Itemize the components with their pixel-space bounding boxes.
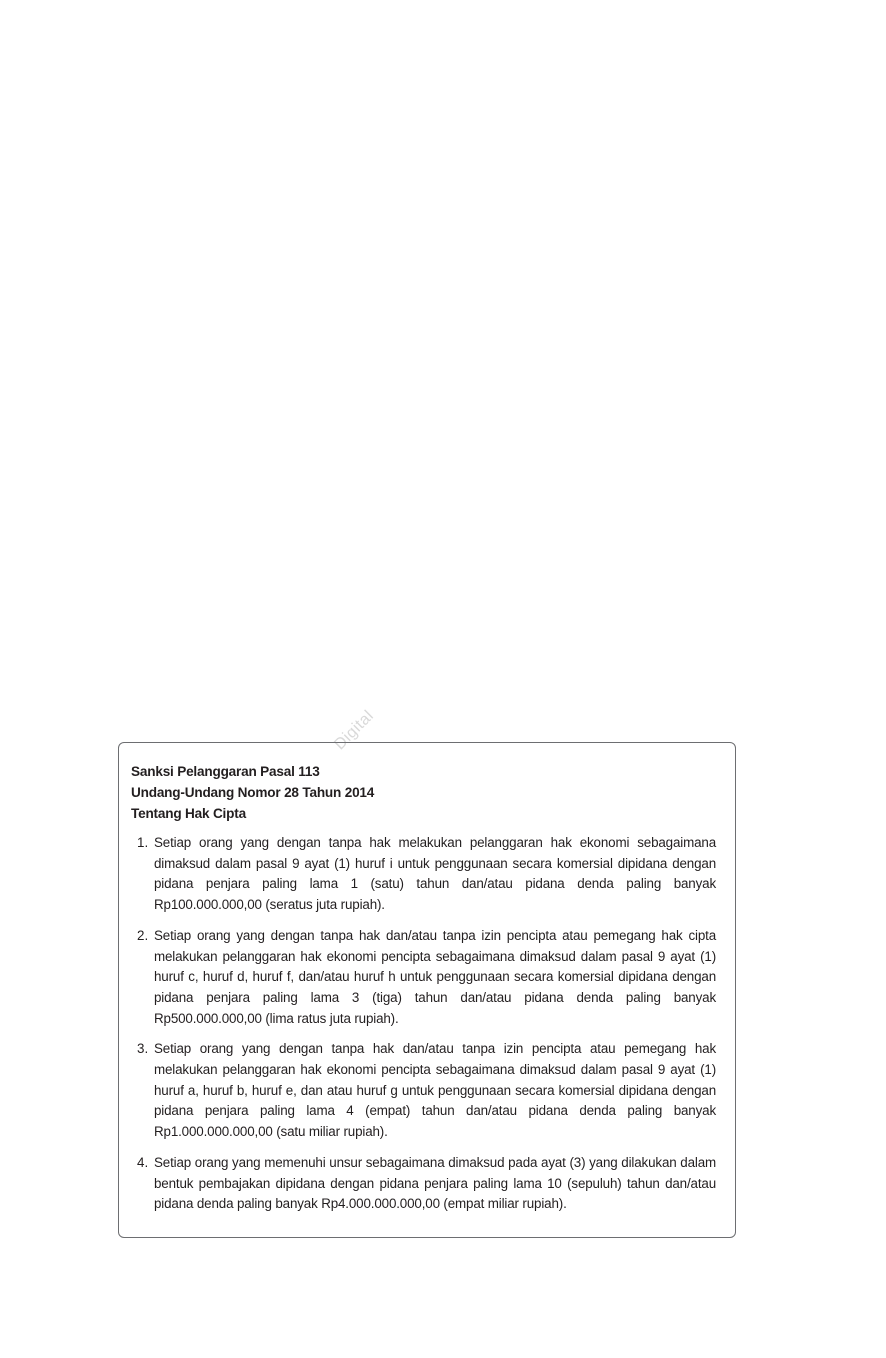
clause-list <box>131 833 716 1215</box>
clause-number: 3. <box>137 1041 149 1057</box>
clause-number: 4. <box>137 1154 149 1170</box>
clause-item <box>131 1153 716 1215</box>
title-line: Sanksi Pelanggaran Pasal 113 <box>131 764 320 779</box>
clause-item <box>131 926 716 1030</box>
clause-text: Setiap orang yang dengan tanpa hak melakukan pelanggaran hak ekonomi sebagaimana dimaksud dalam pasal 9 ayat (1) huruf i untuk penggunaan secara komersial dipidana dengan pidana penjara paling lama 1 (satu) tahun dan/atau pidana denda paling banyak Rp100.000.000,00 (seratus juta rupiah). <box>154 835 716 913</box>
clause-text: Setiap orang yang dengan tanpa hak dan/atau tanpa izin pencipta atau pemegang hak melakukan pelanggaran hak ekonomi pencipta sebagaimana dimaksud dalam pasal 9 ayat (1) huruf a, huruf b, huruf e, dan atau huruf g untuk penggunaan secara komersial dipidana dengan pidana penjara paling lama 4 (empat) tahun dan/atau pidana denda paling banyak Rp1.000.000.000,00 (satu miliar rupiah). <box>154 1041 716 1140</box>
clause-text: Setiap orang yang dengan tanpa hak dan/atau tanpa izin pencipta atau pemegang hak cipta melakukan pelanggaran hak ekonomi pencipta sebagaimana dimaksud dalam pasal 9 ayat (1) huruf c, huruf d, huruf f, dan/atau huruf h untuk penggunaan secara komersial dipidana dengan pidana penjara paling lama 3 (tiga) tahun dan/atau pidana denda paling banyak Rp500.000.000,00 (lima ratus juta rupiah). <box>154 927 716 1026</box>
watermark-text: Digital <box>331 707 378 754</box>
clause-item <box>131 833 716 916</box>
copyright-sanction-box <box>118 742 736 1238</box>
title-line: Tentang Hak Cipta <box>131 806 246 821</box>
title-line: Undang-Undang Nomor 28 Tahun 2014 <box>131 785 375 800</box>
box-title <box>131 761 716 824</box>
clause-number: 2. <box>137 927 149 943</box>
clause-item <box>131 1039 716 1143</box>
clause-text: Setiap orang yang memenuhi unsur sebagaimana dimaksud pada ayat (3) yang dilakukan dalam bentuk pembajakan dipidana dengan pidana penjara paling lama 10 (sepuluh) tahun dan/atau pidana denda paling banyak Rp4.000.000.000,00 (empat miliar rupiah). <box>154 1154 716 1212</box>
clause-number: 1. <box>137 835 149 850</box>
